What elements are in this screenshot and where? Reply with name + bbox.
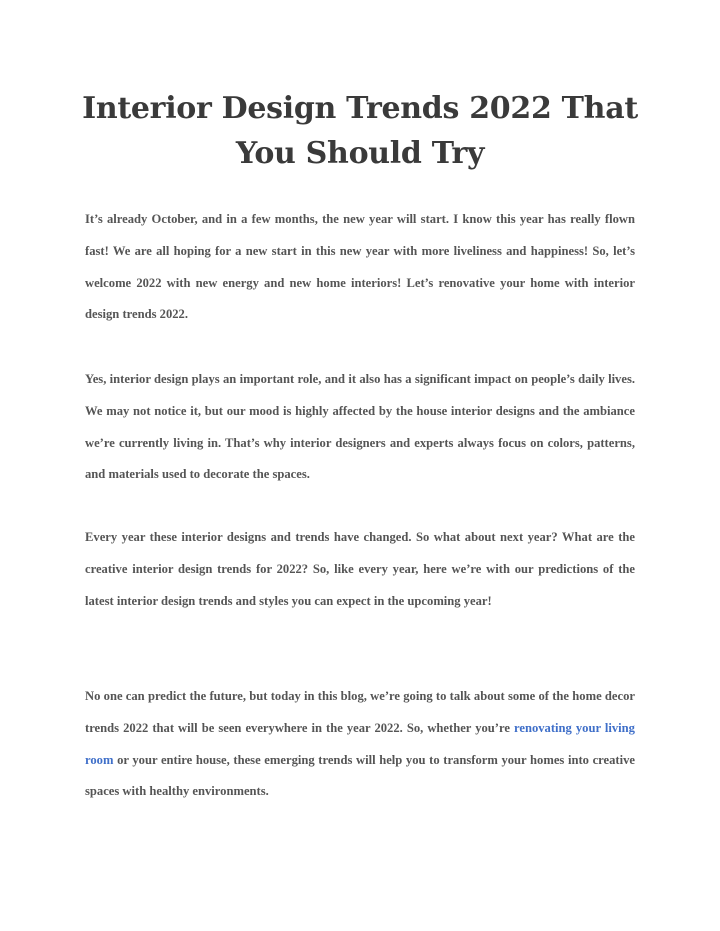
paragraph-conclusion-text-after: or your entire house, these emerging trends will help you to transform your homes into creative spaces with healthy environments. <box>85 752 635 799</box>
article-title: Interior Design Trends 2022 That You Should Try <box>82 91 638 171</box>
paragraph-importance: Yes, interior design plays an important role, and it also has a significant impact on people’s daily lives. We may not notice it, but our mood is highly affected by the house interior designs and the ambiance we’re currently living in. That’s why interior designers and experts always focus on colors, patterns, and materials used to decorate the spaces. <box>85 372 635 482</box>
paragraph-intro: It’s already October, and in a few months, the new year will start. I know this year has really flown fast! We are all hoping for a new start in this new year with more liveliness and happiness! So, let’s welcome 2022 with new energy and new home interiors! Let’s renovative your home with interior design trends 2022. <box>85 212 635 322</box>
paragraph-conclusion-text-before: No one can predict the future, but today in this blog, we’re going to talk about some of the home decor trends 2022 that will be seen everywhere in the year 2022. So, whether you’re <box>85 689 635 735</box>
paragraph-conclusion <box>85 681 635 808</box>
living-room-link[interactable]: renovating your living room <box>85 720 635 767</box>
paragraph-predictions: Every year these interior designs and trends have changed. So what about next year? What are the creative interior design trends for 2022? So, like every year, here we’re with our predictions of the latest interior design trends and styles you can expect in the upcoming year! <box>85 530 635 608</box>
